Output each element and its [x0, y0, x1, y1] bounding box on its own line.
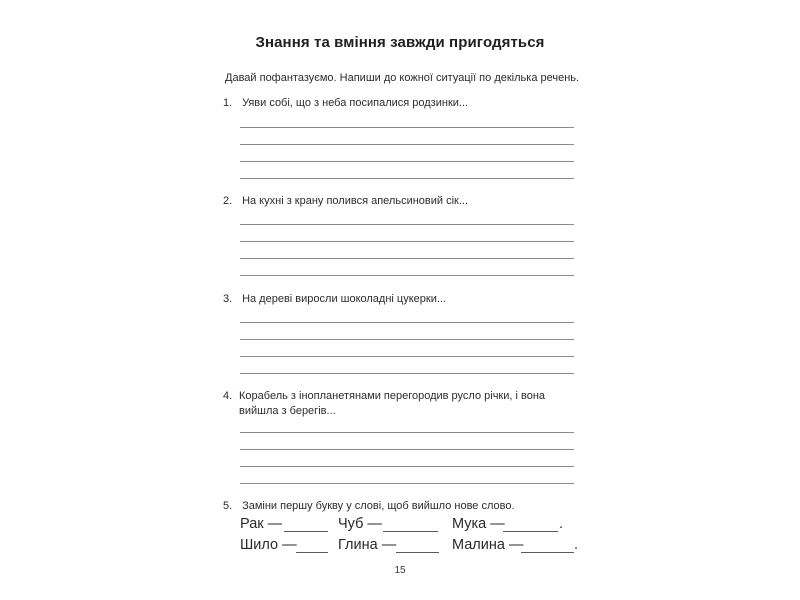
word-blank[interactable] [383, 531, 438, 532]
task-number: 2. [223, 195, 233, 207]
task-number: 1. [223, 97, 233, 109]
answer-line[interactable] [240, 178, 574, 179]
task-text: На дереві виросли шоколадні цукерки... [242, 293, 447, 305]
word-blank[interactable] [503, 531, 558, 532]
task-1 [223, 96, 583, 111]
answer-line[interactable] [240, 356, 574, 357]
answer-line[interactable] [240, 373, 574, 374]
task-text: Уяви собі, що з неба посипалися родзинки... [242, 97, 469, 109]
word-blank[interactable] [521, 552, 574, 553]
word-malyna: Малина — [452, 537, 524, 553]
answer-line[interactable] [240, 275, 574, 276]
page-title: Знання та вміння завжди пригодяться [255, 34, 545, 51]
word-hlyna: Глина — [338, 537, 397, 553]
word-rak: Рак — [240, 516, 283, 532]
answer-line[interactable] [240, 449, 574, 450]
intro-instruction: Давай пофантазуємо. Напиши до кожної ситуації по декілька речень. [225, 72, 580, 84]
word-chub: Чуб — [338, 516, 382, 532]
answer-line[interactable] [240, 258, 574, 259]
answer-line[interactable] [240, 127, 574, 128]
answer-line[interactable] [240, 339, 574, 340]
answer-line[interactable] [240, 322, 574, 323]
task-number: 3. [223, 293, 233, 305]
answer-line[interactable] [240, 466, 574, 467]
word-shylo: Шило — [240, 537, 297, 553]
task-5 [223, 499, 583, 514]
word-muka: Мука — [452, 516, 505, 532]
answer-line[interactable] [240, 144, 574, 145]
answer-line[interactable] [240, 224, 574, 225]
answer-line[interactable] [240, 432, 574, 433]
answer-line[interactable] [240, 161, 574, 162]
task-4 [223, 389, 563, 419]
task-text: На кухні з крану полився апельсиновий сік... [242, 195, 469, 207]
task-text: Заміни першу букву у слові, щоб вийшло нове слово. [242, 500, 515, 512]
task-3 [223, 292, 583, 307]
answer-line[interactable] [240, 241, 574, 242]
end-period: . [574, 537, 579, 553]
task-2 [223, 194, 583, 209]
word-blank[interactable] [296, 552, 328, 553]
answer-line[interactable] [240, 483, 574, 484]
task-text: Корабель з інопланетянами перегородив русло річки, і вона вийшла з берегів... [239, 390, 546, 417]
task-number: 4. [223, 390, 233, 402]
page-number: 15 [394, 565, 406, 576]
task-number: 5. [223, 500, 233, 512]
end-period: . [559, 516, 564, 532]
word-blank[interactable] [396, 552, 439, 553]
word-blank[interactable] [284, 531, 328, 532]
